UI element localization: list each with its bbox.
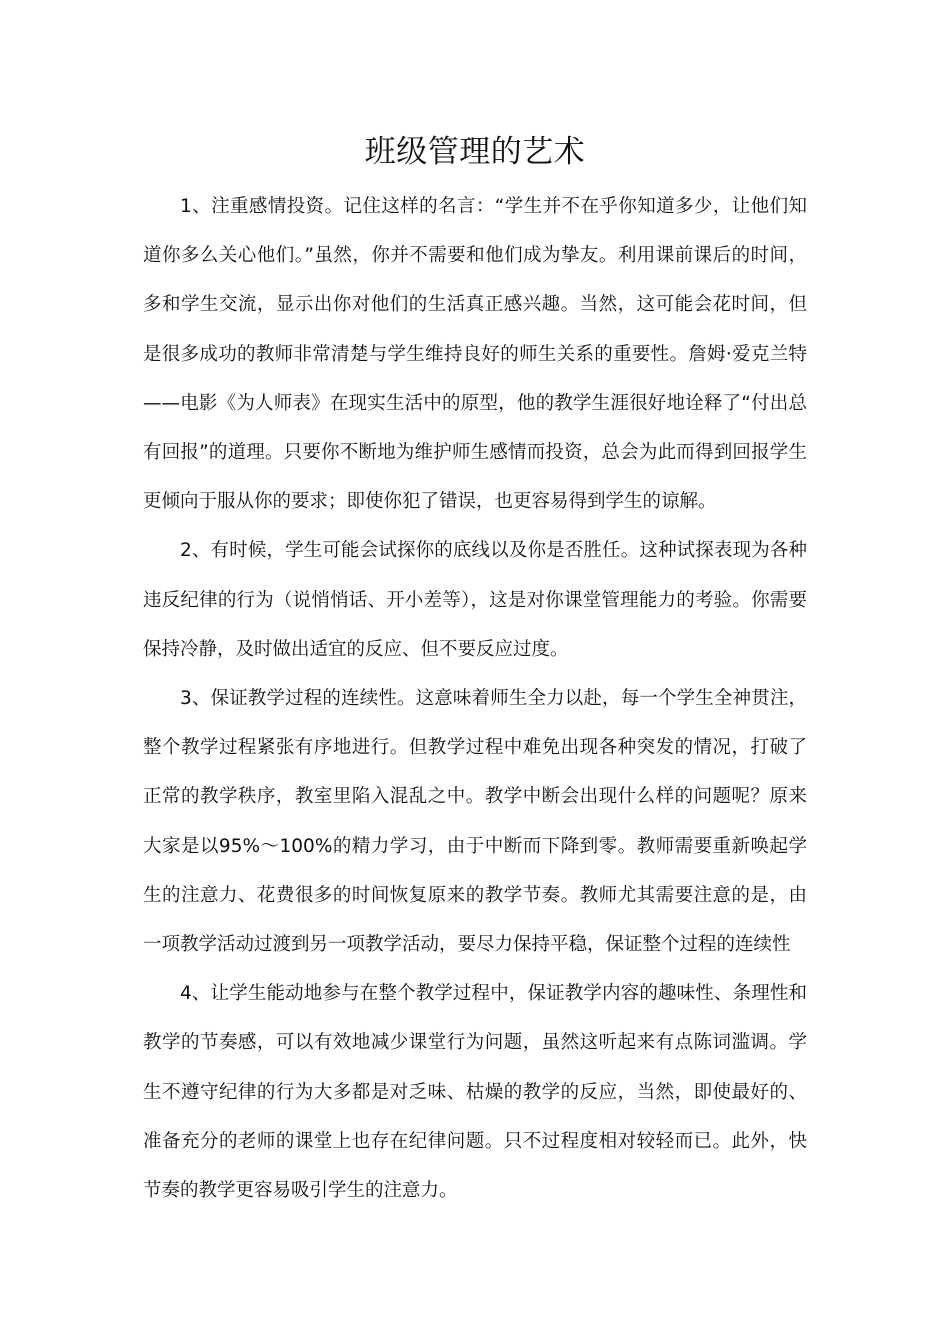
paragraph-2: 2、有时候，学生可能会试探你的底线以及你是否胜任。这种试探表现为各种违反纪律的行为（说悄悄话、开小差等），这是对你课堂管理能力的考验。你需要保持冷静，及时做出适宜的反应、但不要反应过度。 — [143, 540, 807, 660]
paragraph-4: 4、让学生能动地参与在整个教学过程中，保证教学内容的趣味性、条理性和教学的节奏感，可以有效地减少课堂行为问题，虽然这听起来有点陈词滥调。学生不遵守纪律的行为大多都是对乏味、枯燥的教学的反应，当然，即使最好的、准备充分的老师的课堂上也存在纪律问题。只不过程度相对较轻而已。此外，快节奏的教学更容易吸引学生的注意力。 — [143, 983, 807, 1202]
paragraph-3: 3、保证教学过程的连续性。这意味着师生全力以赴，每一个学生全神贯注，整个教学过程紧张有序地进行。但教学过程中难免出现各种突发的情况，打破了正常的教学秩序，教室里陷入混乱之中。教学中断会出现什么样的问题呢？原来大家是以95%～100%的精力学习，由于中断而下降到零。教师需要重新唤起学生的注意力、花费很多的时间恢复原来的教学节奏。教师尤其需要注意的是，由一项教学活动过渡到另一项教学活动，要尽力保持平稳，保证整个过程的连续性 — [143, 688, 807, 956]
paragraph-1: 1、注重感情投资。记住这样的名言：“学生并不在乎你知道多少，让他们知道你多么关心他们。”虽然，你并不需要和他们成为挚友。利用课前课后的时间，多和学生交流，显示出你对他们的生活真正感兴趣。当然，这可能会花时间，但是很多成功的教师非常清楚与学生维持良好的师生关系的重要性。詹姆·爱克兰特——电影《为人师表》在现实生活中的原型，他的教学生涯很好地诠释了“付出总有回报”的道理。只要你不断地为维护师生感情而投资，总会为此而得到回报学生更倾向于服从你的要求；即使你犯了错误，也更容易得到学生的谅解。 — [143, 196, 807, 513]
document-body — [143, 182, 807, 1215]
document-title: 班级管理的艺术 — [364, 134, 586, 170]
